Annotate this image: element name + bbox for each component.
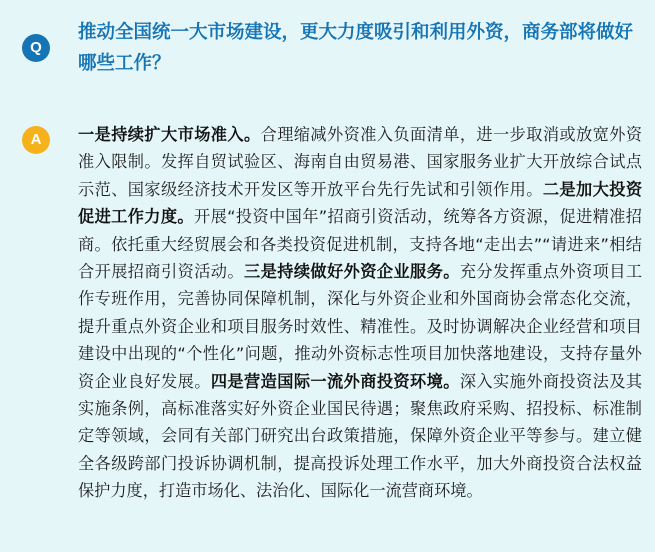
answer-point-4-body: 深入实施外商投资法及其实施条例，高标准落实好外资企业国民待遇；聚焦政府采购、招投标、标准制定等领域，会同有关部门研究出台政策措施，保障外资企业平等参与。建立健全各级跨部门投诉协调机制，提高投诉处理工作水平，加大外商投资合法权益保护力度，打造市场化、法治化、国际化一流营商环境。	[78, 371, 643, 501]
answer-point-2-body: 开展“投资中国年”招商引资活动，统筹各方资源，促进精准招商。依托重大经贸展会和各类投资促进机制，支持各地“走出去”“请进来”相结合开展招商引资活动。	[78, 207, 642, 282]
answer-point-4-heading: 四是营造国际一流外商投资环境。	[210, 371, 460, 391]
question-badge: Q	[22, 34, 50, 62]
answer-badge: A	[22, 126, 50, 154]
question-text: 推动全国统一大市场建设，更大力度吸引和利用外资，商务部将做好哪些工作？	[78, 22, 634, 74]
answer-point-2-heading: 二是加大投资促进工作力度。	[78, 179, 643, 227]
answer-text	[78, 121, 642, 505]
answer-point-3-heading: 三是持续做好外资企业服务。	[244, 262, 460, 282]
answer-point-1-body: 合理缩减外资准入负面清单，进一步取消或放宽外资准入限制。发挥自贸试验区、海南自由贸易港、国家服务业扩大开放综合试点示范、国家级经济技术开发区等开放平台先行先试和引领作用。	[78, 125, 643, 199]
answer-point-3-body: 充分发挥重点外资项目工作专班作用，完善协同保障机制，深化与外资企业和外国商协会常态化交流，提升重点外资企业和项目服务时效性、精准性。及时协调解决企业经营和项目建设中出现的“个性化”问题，推动外资标志性项目加快落地建设，支持存量外资企业良好发展。	[78, 262, 643, 391]
answer-point-1-heading: 一是持续扩大市场准入。	[78, 125, 261, 144]
